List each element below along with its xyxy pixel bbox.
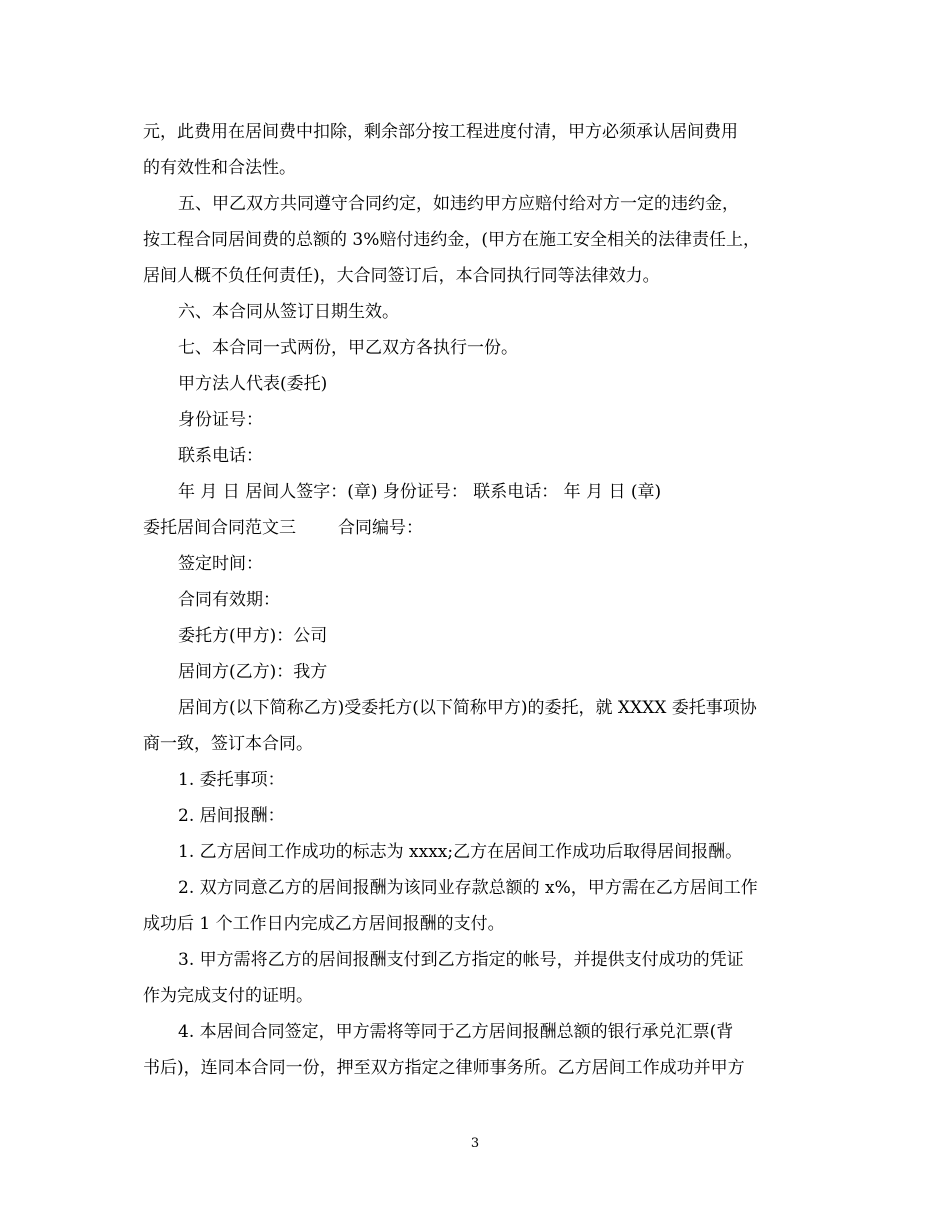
phone-label: 联系电话： xyxy=(178,446,263,466)
paragraph-line: 元，此费用在居间费中扣除，剩余部分按工程进度付清，甲方必须承认居间费用 xyxy=(143,122,738,142)
preamble-line: 商一致，签订本合同。 xyxy=(143,734,313,754)
item-remuneration: 2. 居间报酬： xyxy=(178,806,285,826)
paragraph-line: 的有效性和合法性。 xyxy=(143,158,296,178)
remuneration-clause-2: 2. 双方同意乙方的居间报酬为该同业存款总额的 x%，甲方需在乙方居间工作 xyxy=(178,878,758,898)
remuneration-clause-4: 4. 本居间合同签定，甲方需将等同于乙方居间报酬总额的银行承兑汇票(背 xyxy=(178,1022,734,1042)
item-entrusted-matters: 1. 委托事项： xyxy=(178,770,285,790)
page-number: 3 xyxy=(470,1136,480,1151)
clause-six-line: 六、本合同从签订日期生效。 xyxy=(178,302,399,322)
party-a-representative-label: 甲方法人代表(委托) xyxy=(178,374,328,394)
preamble-line: 居间方(以下简称乙方)受委托方(以下简称甲方)的委托，就 XXXX 委托事项协 xyxy=(178,698,757,718)
remuneration-clause-3-cont: 作为完成支付的证明。 xyxy=(143,986,313,1006)
contract-number-label: 合同编号： xyxy=(338,518,423,538)
section-title: 委托居间合同范文三 xyxy=(143,518,296,538)
intermediary-party-line: 居间方(乙方)：我方 xyxy=(178,662,328,682)
clause-seven-line: 七、本合同一式两份，甲乙双方各执行一份。 xyxy=(178,338,518,358)
id-number-label: 身份证号： xyxy=(178,410,263,430)
clause-five-line: 五、甲乙双方共同遵守合同约定，如违约甲方应赔付给对方一定的违约金， xyxy=(178,194,739,214)
remuneration-clause-3: 3. 甲方需将乙方的居间报酬支付到乙方指定的帐号，并提供支付成功的凭证 xyxy=(178,950,744,970)
signature-line: 年 月 日 居间人签字：(章) 身份证号： 联系电话： 年 月 日 (章) xyxy=(178,482,662,502)
principal-party-line: 委托方(甲方)：公司 xyxy=(178,626,328,646)
paragraph-line: 居间人概不负任何责任)，大合同签订后，本合同执行同等法律效力。 xyxy=(143,266,660,286)
signing-date-label: 签定时间： xyxy=(178,554,263,574)
validity-period-label: 合同有效期： xyxy=(178,590,280,610)
remuneration-clause-4-cont: 书后)，连同本合同一份，押至双方指定之律师事务所。乙方居间工作成功并甲方 xyxy=(143,1058,745,1078)
section-heading-line xyxy=(143,510,808,546)
paragraph-line: 按工程合同居间费的总额的 3%赔付违约金，(甲方在施工安全相关的法律责任上， xyxy=(143,230,761,250)
document-body xyxy=(143,114,808,1086)
remuneration-clause-1: 1. 乙方居间工作成功的标志为 xxxx;乙方在居间工作成功后取得居间报酬。 xyxy=(178,842,743,862)
remuneration-clause-2-cont: 成功后 1 个工作日内完成乙方居间报酬的支付。 xyxy=(143,914,505,934)
